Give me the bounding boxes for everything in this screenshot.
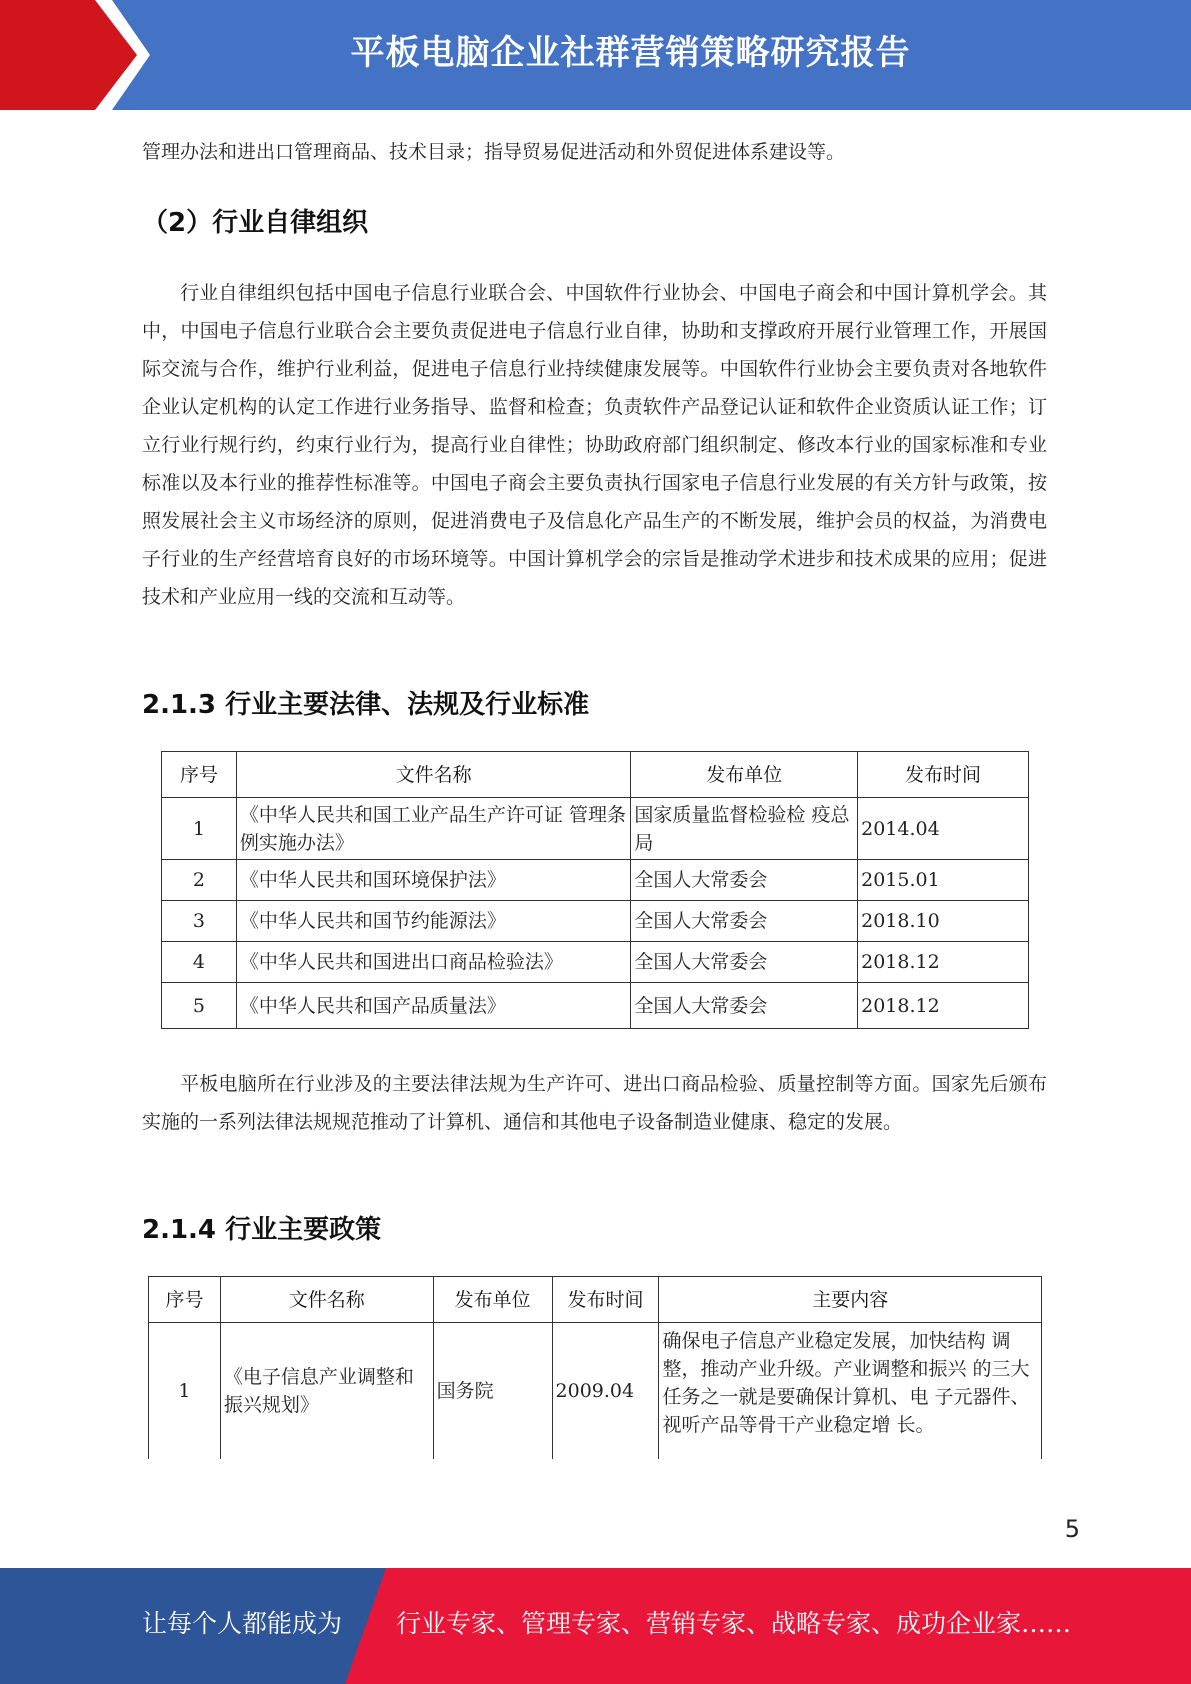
intro-paragraph: 管理办法和进出口管理商品、技术目录；指导贸易促进活动和外贸促进体系建设等。 [142, 141, 846, 163]
section-heading-laws: 2.1.3 行业主要法律、法规及行业标准 [142, 690, 590, 720]
cell-content: 确保电子信息产业稳定发展，加快结构 调整，推动产业升级。产业调整和振兴 的三大任务之一就是要确保计算机、电 子元器件、视听产品等骨干产业稳定增 长。 [659, 1323, 1042, 1459]
cell-index: 1 [162, 798, 237, 860]
cell-issuer: 国务院 [433, 1323, 552, 1459]
col-header-document: 文件名称 [220, 1277, 433, 1323]
page-number: 5 [1064, 1515, 1080, 1543]
footer-slogan-right: 行业专家、管理专家、营销专家、战略专家、成功企业家…… [396, 1609, 1072, 1638]
col-header-date: 发布时间 [552, 1277, 659, 1323]
col-header-date: 发布时间 [858, 752, 1029, 798]
cell-date: 2018.12 [858, 983, 1029, 1029]
cell-issuer: 全国人大常委会 [631, 901, 858, 942]
cell-document: 《中华人民共和国产品质量法》 [236, 983, 630, 1029]
col-header-issuer: 发布单位 [631, 752, 858, 798]
table-row [162, 860, 1029, 901]
col-header-index: 序号 [149, 1277, 221, 1323]
cell-date: 2014.04 [858, 798, 1029, 860]
cell-index: 5 [162, 983, 237, 1029]
policies-table [148, 1276, 1042, 1459]
cell-issuer: 全国人大常委会 [631, 942, 858, 983]
col-header-index: 序号 [162, 752, 237, 798]
cell-index: 3 [162, 901, 237, 942]
cell-document: 《中华人民共和国进出口商品检验法》 [236, 942, 630, 983]
cell-issuer: 国家质量监督检验检 疫总局 [631, 798, 858, 860]
table-header-row [162, 752, 1029, 798]
table-header-row [149, 1277, 1042, 1323]
header-title: 平板电脑企业社群营销策略研究报告 [350, 33, 911, 73]
cell-index: 1 [149, 1323, 221, 1459]
cell-date: 2018.12 [858, 942, 1029, 983]
cell-date: 2009.04 [552, 1323, 659, 1459]
laws-table [161, 751, 1029, 1029]
cell-issuer: 全国人大常委会 [631, 860, 858, 901]
section-heading-policies: 2.1.4 行业主要政策 [142, 1215, 382, 1245]
col-header-content: 主要内容 [659, 1277, 1042, 1323]
cell-issuer: 全国人大常委会 [631, 983, 858, 1029]
cell-index: 2 [162, 860, 237, 901]
laws-summary-paragraph: 平板电脑所在行业涉及的主要法律法规为生产许可、进出口商品检验、质量控制等方面。国家先后颁布实施的一系列法律法规规范推动了计算机、通信和其他电子设备制造业健康、稳定的发展。 [142, 1073, 1047, 1133]
cell-date: 2018.10 [858, 901, 1029, 942]
section-heading-self-regulation: （2）行业自律组织 [142, 208, 369, 238]
cell-document: 《中华人民共和国环境保护法》 [236, 860, 630, 901]
footer-banner [0, 1568, 1191, 1684]
col-header-issuer: 发布单位 [433, 1277, 552, 1323]
cell-document: 《中华人民共和国工业产品生产许可证 管理条例实施办法》 [236, 798, 630, 860]
cell-document: 《中华人民共和国节约能源法》 [236, 901, 630, 942]
table-row [162, 942, 1029, 983]
header-banner [0, 0, 1191, 110]
table-row [162, 798, 1029, 860]
table-row [149, 1323, 1042, 1459]
cell-index: 4 [162, 942, 237, 983]
cell-document: 《电子信息产业调整和振兴规划》 [220, 1323, 433, 1459]
cell-date: 2015.01 [858, 860, 1029, 901]
table-row [162, 983, 1029, 1029]
self-regulation-paragraph: 行业自律组织包括中国电子信息行业联合会、中国软件行业协会、中国电子商会和中国计算机学会。其中，中国电子信息行业联合会主要负责促进电子信息行业自律，协助和支撑政府开展行业管理工作，开展国际交流与合作，维护行业利益，促进电子信息行业持续健康发展等。中国软件行业协会主要负责对各地软件企业认定机构的认定工作进行业务指导、监督和检查；负责软件产品登记认证和软件企业资质认证工作；订立行业行规行约，约束行业行为，提高行业自律性；协助政府部门组织制定、修改本行业的国家标准和专业标准以及本行业的推荐性标准等。中国电子商会主要负责执行国家电子信息行业发展的有关方针与政策，按照发展社会主义市场经济的原则，促进消费电子及信息化产品生产的不断发展，维护会员的权益，为消费电子行业的生产经营培育良好的市场环境等。中国计算机学会的宗旨是推动学术进步和技术成果的应用；促进技术和产业应用一线的交流和互动等。 [142, 282, 1047, 608]
table-row [162, 901, 1029, 942]
col-header-document: 文件名称 [236, 752, 630, 798]
footer-slogan-left: 让每个人都能成为 [142, 1609, 343, 1638]
